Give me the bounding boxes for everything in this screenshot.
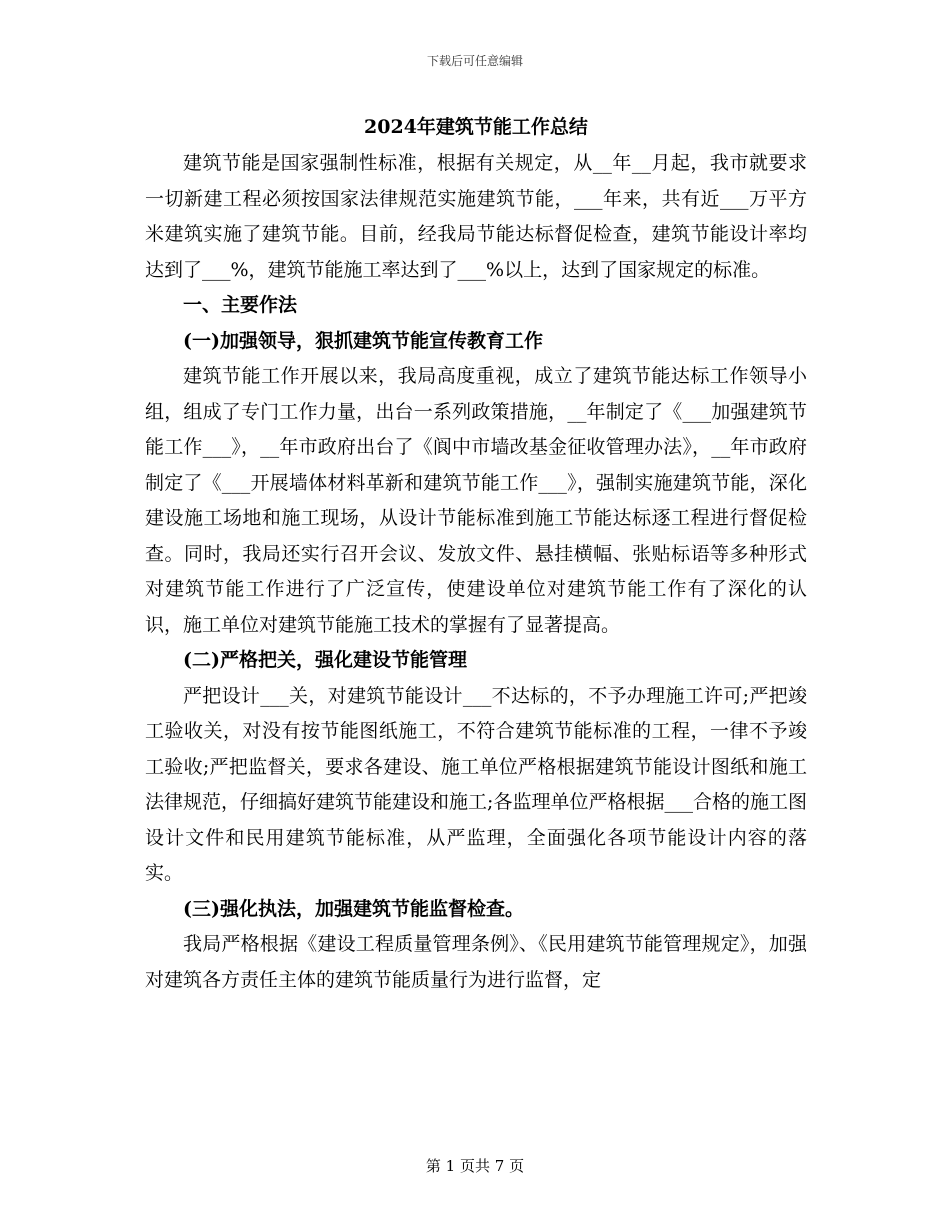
paragraph-intro: 建筑节能是国家强制性标准，根据有关规定，从__年__月起，我市就要求一切新建工程必须按国家法律规范实施建筑节能，___年来，共有近___万平方米建筑实施了建筑节能。目前，经我局节能达标督促检查，建筑节能设计率均达到了___%，建筑节能施工率达到了___%以上，达到了国家规定的标准。 <box>145 152 807 281</box>
page-footer: 第 1 页共 7 页 <box>425 1157 525 1175</box>
paragraph-subsection-1: 建筑节能工作开展以来，我局高度重视，成立了建筑节能达标工作领导小组，组成了专门工作力量，出台一系列政策措施，__年制定了《___加强建筑节能工作___》，__年市政府出台了《阆中市墙改基金征收管理办法》，__年市政府制定了《___开展墙体材料革新和建筑节能工作___》，强制实施建筑节能，深化建设施工场地和施工现场，从设计节能标准到施工节能达标逐工程进行督促检查。同时，我局还实行召开会议、发放文件、悬挂横幅、张贴标语等多种形式对建筑节能工作进行了广泛宣传，使建设单位对建筑节能工作有了深化的认识，施工单位对建筑节能施工技术的掌握有了显著提高。 <box>145 365 807 636</box>
paragraph-subsection-3: 我局严格根据《建设工程质量管理条例》、《民用建筑节能管理规定》，加强对建筑各方责任主体的建筑节能质量行为进行监督，定 <box>145 933 807 991</box>
document-body <box>145 110 807 998</box>
subsection-heading-1: (一)加强领导，狠抓建筑节能宣传教育工作 <box>183 329 543 352</box>
page-header-note: 下载后可任意编辑 <box>426 54 523 68</box>
document-title: 2024年建筑节能工作总结 <box>364 116 588 138</box>
subsection-heading-3: (三)强化执法，加强建筑节能监督检查。 <box>183 897 524 920</box>
subsection-heading-2: (二)严格把关，强化建设节能管理 <box>183 649 467 671</box>
section-heading-main-practices: 一、主要作法 <box>183 294 298 316</box>
paragraph-subsection-2: 严把设计___关，对建筑节能设计___不达标的，不予办理施工许可;严把竣工验收关，对没有按节能图纸施工，不符合建筑节能标准的工程，一律不予竣工验收;严把监督关，要求各建设、施工单位严格根据建筑节能设计图纸和施工法律规范，仔细搞好建筑节能建设和施工;各监理单位严格根据___合格的施工图设计文件和民用建筑节能标准，从严监理，全面强化各项节能设计内容的落实。 <box>145 684 807 884</box>
